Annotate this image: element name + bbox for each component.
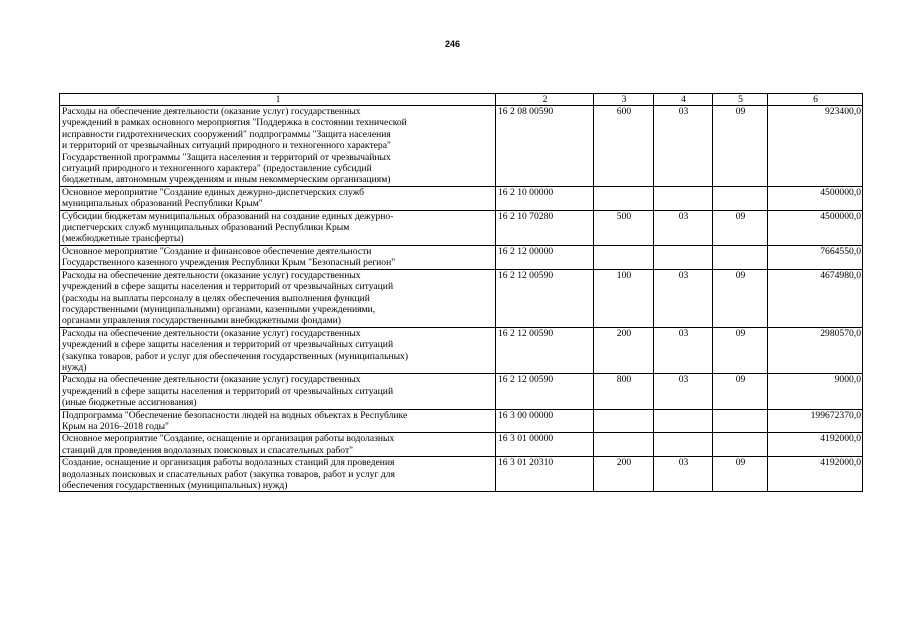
row-target-code: 16 3 01 00000 [496, 433, 594, 457]
row-target-code: 16 2 08 00590 [496, 106, 594, 187]
row-expense-type [594, 433, 654, 457]
row-subsection [713, 245, 768, 269]
row-amount: 4500000,0 [768, 186, 863, 210]
row-expense-type: 200 [594, 457, 654, 492]
row-subsection [713, 186, 768, 210]
row-amount: 199672370,0 [768, 409, 863, 433]
table-row [60, 409, 863, 433]
row-description: Расходы на обеспечение деятельности (оказание услуг) государственных учреждений в сфере защиты населения и территорий от чрезвычайных ситуаций (расходы на выплаты персоналу в целях обеспечения выполнения функций государственными (муниципальными) органами, казенными учреждениями, органами управления государственными внебюджетными фондами) [60, 269, 496, 327]
row-section: 03 [654, 269, 713, 327]
row-amount: 7664550,0 [768, 245, 863, 269]
table-row [60, 106, 863, 187]
row-subsection: 09 [713, 374, 768, 409]
table-row [60, 186, 863, 210]
row-expense-type: 800 [594, 374, 654, 409]
row-description: Расходы на обеспечение деятельности (оказание услуг) государственных учреждений в сфере защиты населения и территорий от чрезвычайных ситуаций (иные бюджетные ассигнования) [60, 374, 496, 409]
row-section: 03 [654, 327, 713, 374]
row-target-code: 16 3 01 20310 [496, 457, 594, 492]
row-target-code: 16 2 12 00000 [496, 245, 594, 269]
table-row [60, 433, 863, 457]
row-section [654, 433, 713, 457]
row-section: 03 [654, 210, 713, 245]
row-expense-type: 100 [594, 269, 654, 327]
row-description: Основное мероприятие "Создание единых дежурно-диспетчерских служб муниципальных образований Республики Крым" [60, 186, 496, 210]
row-target-code: 16 3 00 00000 [496, 409, 594, 433]
row-target-code: 16 2 10 00000 [496, 186, 594, 210]
row-amount: 4192000,0 [768, 457, 863, 492]
budget-table [59, 93, 863, 492]
row-subsection: 09 [713, 210, 768, 245]
header-col-5: 5 [713, 94, 768, 106]
table-row [60, 210, 863, 245]
row-target-code: 16 2 12 00590 [496, 374, 594, 409]
row-subsection [713, 433, 768, 457]
table-row [60, 327, 863, 374]
row-section: 03 [654, 374, 713, 409]
row-subsection: 09 [713, 457, 768, 492]
row-section [654, 245, 713, 269]
row-description: Расходы на обеспечение деятельности (оказание услуг) государственных учреждений в сфере защиты населения и территорий от чрезвычайных ситуаций (закупка товаров, работ и услуг для обеспечения государственных (муниципальных) нужд) [60, 327, 496, 374]
row-expense-type: 500 [594, 210, 654, 245]
header-col-2: 2 [496, 94, 594, 106]
row-description: Основное мероприятие "Создание, оснащение и организация работы водолазных станций для проведения водолазных поисковых и спасательных работ" [60, 433, 496, 457]
row-expense-type: 200 [594, 327, 654, 374]
row-description: Подпрограмма "Обеспечение безопасности людей на водных объектах в Республике Крым на 2016–2018 годы" [60, 409, 496, 433]
row-subsection: 09 [713, 106, 768, 187]
row-description: Создание, оснащение и организация работы водолазных станций для проведения водолазных поисковых и спасательных работ (закупка товаров, работ и услуг для обеспечения государственных (муниципальных) нужд) [60, 457, 496, 492]
row-subsection: 09 [713, 327, 768, 374]
header-col-1: 1 [60, 94, 496, 106]
header-col-6: 6 [768, 94, 863, 106]
row-description: Основное мероприятие "Создание и финансовое обеспечение деятельности Государственного казенного учреждения Республики Крым "Безопасный регион" [60, 245, 496, 269]
table-row [60, 457, 863, 492]
row-target-code: 16 2 10 70280 [496, 210, 594, 245]
header-col-4: 4 [654, 94, 713, 106]
row-section [654, 186, 713, 210]
row-subsection: 09 [713, 269, 768, 327]
row-amount: 4192000,0 [768, 433, 863, 457]
row-section: 03 [654, 106, 713, 187]
row-section: 03 [654, 457, 713, 492]
table-row [60, 245, 863, 269]
row-amount: 9000,0 [768, 374, 863, 409]
table-header-row [60, 94, 863, 106]
row-expense-type [594, 186, 654, 210]
row-expense-type [594, 245, 654, 269]
row-description: Расходы на обеспечение деятельности (оказание услуг) государственных учреждений в рамках основного мероприятия "Поддержка в состоянии технической исправности гидротехнических сооружений" подпрограммы "Защита населения и территорий от чрезвычайных ситуаций природного и техногенного характера" Государственной программы "Защита населения и территорий от чрезвычайных ситуаций природного и техногенного характера" (предоставление субсидий бюджетным, автономным учреждениям и иным некоммерческим организациям) [60, 106, 496, 187]
row-target-code: 16 2 12 00590 [496, 269, 594, 327]
row-amount: 923400,0 [768, 106, 863, 187]
page-number: 246 [444, 39, 461, 49]
table-row [60, 269, 863, 327]
row-section [654, 409, 713, 433]
row-amount: 4674980,0 [768, 269, 863, 327]
row-description: Субсидии бюджетам муниципальных образований на создание единых дежурно- диспетчерских служб муниципальных образований Республики Крым (межбюджетные трансферты) [60, 210, 496, 245]
row-amount: 4500000,0 [768, 210, 863, 245]
row-target-code: 16 2 12 00590 [496, 327, 594, 374]
row-subsection [713, 409, 768, 433]
row-expense-type: 600 [594, 106, 654, 187]
header-col-3: 3 [594, 94, 654, 106]
table-row [60, 374, 863, 409]
row-amount: 2980570,0 [768, 327, 863, 374]
row-expense-type [594, 409, 654, 433]
